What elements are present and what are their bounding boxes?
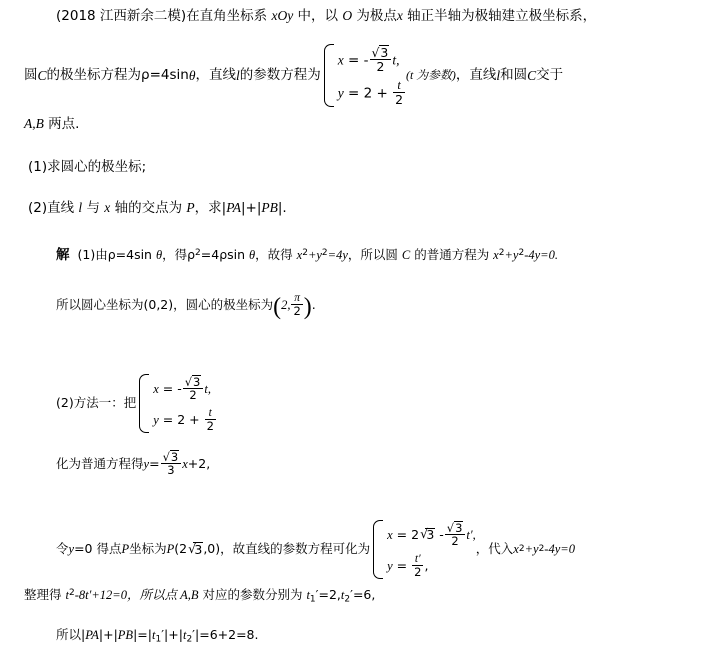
s7-pa: PA bbox=[85, 628, 99, 642]
s5-p2: P bbox=[166, 542, 175, 557]
line-l-symbol: l bbox=[235, 67, 240, 83]
line-l-symbol-2: l bbox=[496, 67, 501, 83]
sys2-num2: t bbox=[205, 407, 216, 420]
s5-text-3: 坐标为 bbox=[129, 541, 167, 557]
sys1-fraction bbox=[370, 45, 392, 73]
s7-text-5: ′|=6+2=8. bbox=[192, 627, 259, 642]
s6-t: t bbox=[65, 588, 69, 603]
circle-c-symbol: C bbox=[37, 67, 47, 83]
s6-sub-2: 2 bbox=[344, 594, 351, 605]
s1-text-4: ，故得 bbox=[255, 247, 297, 263]
sys3-x: x bbox=[387, 528, 393, 543]
question-1-text: 求圆心的极坐标; bbox=[47, 159, 147, 175]
s5-text-2: =0 得点 bbox=[74, 541, 122, 557]
q2-x-axis: x bbox=[104, 200, 111, 215]
sys1-t: t, bbox=[392, 52, 400, 68]
s1-eq4-sup: 2 bbox=[498, 248, 505, 258]
problem-text-2: 中，以 bbox=[293, 8, 343, 24]
s7-sub-2: 2 bbox=[186, 634, 193, 645]
s6-sup: 2 bbox=[68, 588, 75, 598]
parametric-system-1 bbox=[321, 42, 406, 109]
s2-fraction bbox=[291, 292, 302, 317]
question-2 bbox=[28, 200, 287, 217]
sys3-sqrt bbox=[420, 528, 435, 542]
problem-statement-line-2 bbox=[24, 42, 563, 109]
s6-text-1: 整理得 bbox=[24, 587, 66, 603]
solution-step-1 bbox=[56, 248, 558, 264]
sys3-minus: - bbox=[435, 527, 444, 543]
s7-text-2: |+| bbox=[98, 627, 118, 642]
s2-frac-num: π bbox=[291, 292, 302, 305]
sys2-den2: 2 bbox=[206, 419, 214, 434]
s5-eq1: x bbox=[513, 542, 519, 557]
s4-text-2: = bbox=[149, 456, 160, 472]
s5-text-5: ,0)，故直线的参数方程可化为 bbox=[203, 541, 371, 557]
sys3-y: y bbox=[387, 559, 393, 574]
sys1-fraction-2 bbox=[393, 79, 405, 106]
s4-x: x bbox=[182, 457, 188, 472]
s2-pair-left: 2, bbox=[281, 298, 291, 313]
s4-text-3: +2, bbox=[187, 456, 211, 472]
sys3-den2: 2 bbox=[414, 565, 422, 580]
s1-circle-c: C bbox=[401, 248, 411, 263]
question-1 bbox=[28, 160, 146, 176]
sys1-eq2: = 2 + bbox=[343, 85, 393, 102]
line-text-4: ，直线 bbox=[455, 66, 497, 83]
sys2-x: x bbox=[153, 382, 159, 397]
s7-text-3: |=| bbox=[133, 627, 152, 642]
s5-eq2: +y bbox=[524, 542, 539, 557]
s1-eq5-sup: 2 bbox=[518, 248, 525, 258]
question-2-number: (2) bbox=[28, 200, 48, 216]
s5-text-6: ，代入 bbox=[475, 541, 514, 557]
solution-step-7 bbox=[56, 628, 258, 645]
s4-y: y bbox=[143, 457, 150, 472]
s2-frac-den: 2 bbox=[293, 304, 301, 319]
s5-sqrt-value: 3 bbox=[194, 541, 203, 557]
s1-theta-1: θ bbox=[155, 248, 163, 263]
s1-eq2: +y bbox=[307, 248, 322, 263]
s7-pb: PB bbox=[117, 628, 134, 642]
sys2-num: √3 bbox=[183, 375, 204, 389]
s1-text-3: =4ρsin bbox=[200, 247, 250, 263]
s1-eq1: x bbox=[296, 248, 303, 263]
sys2-den: 2 bbox=[189, 388, 197, 403]
solution-step-5 bbox=[56, 518, 575, 581]
s1-sup-1: 2 bbox=[195, 248, 201, 258]
sys1-num2: t bbox=[393, 79, 405, 93]
solution-step-3 bbox=[56, 372, 217, 435]
solution-label: 解 bbox=[56, 247, 70, 264]
problem-statement-line-3 bbox=[24, 116, 79, 133]
circle-c-symbol-2: C bbox=[527, 67, 537, 83]
sys3-comma: , bbox=[424, 558, 429, 574]
s2-text-1: 所以圆心坐标为(0,2)，圆心的极坐标为 bbox=[56, 297, 274, 313]
question-1-number: (1) bbox=[28, 159, 48, 175]
sys3-num2: t′ bbox=[412, 553, 423, 566]
problem-text-1: 在直角坐标系 bbox=[186, 8, 272, 24]
sys2-y: y bbox=[153, 413, 159, 428]
q2-line-l: l bbox=[78, 200, 83, 215]
s5-y: y bbox=[68, 542, 75, 557]
sys1-x: x bbox=[337, 52, 344, 68]
param-note: (t 为参数) bbox=[406, 67, 456, 82]
problem-source: (2018 江西新余二模) bbox=[56, 8, 187, 24]
q2-text-4: ，求| bbox=[194, 200, 227, 216]
s7-text-1: 所以| bbox=[56, 627, 86, 642]
s1-eq6: -4y=0. bbox=[524, 248, 558, 263]
s1-eq2-sup: 2 bbox=[321, 248, 328, 258]
point-o: O bbox=[342, 8, 353, 23]
sys3-num: √3 bbox=[445, 521, 466, 535]
q2-pb: PB bbox=[261, 200, 278, 215]
s3-text-1: (2)方法一：把 bbox=[56, 395, 137, 411]
s1-eq5: +y bbox=[504, 248, 519, 263]
s2-text-2: . bbox=[311, 297, 316, 313]
problem-statement-line-1 bbox=[56, 8, 596, 25]
points-ab: A,B bbox=[24, 116, 44, 131]
s7-t2: t bbox=[182, 628, 187, 642]
two-points-text: 两点. bbox=[43, 116, 80, 132]
solution-step-6 bbox=[24, 588, 375, 605]
sys2-eq: = - bbox=[158, 381, 182, 397]
s7-text-4: ′|+| bbox=[161, 627, 183, 642]
parametric-system-3 bbox=[370, 518, 476, 581]
parametric-system-2 bbox=[136, 372, 217, 435]
s6-ab: A,B bbox=[180, 588, 199, 603]
sys1-num: √3 bbox=[370, 45, 392, 60]
x-axis-symbol: x bbox=[396, 8, 403, 23]
sys1-den: 2 bbox=[376, 59, 385, 75]
s1-text-2: ，得ρ bbox=[162, 247, 196, 263]
s5-eq1-sup: 2 bbox=[518, 544, 525, 555]
sys1-eq: = - bbox=[343, 52, 369, 69]
q2-text-2: 与 bbox=[82, 200, 105, 216]
sys3-eq: = 2 bbox=[392, 527, 420, 543]
q2-text-5: |+| bbox=[240, 200, 262, 216]
s6-text-2: -8t′+12=0，所以点 bbox=[74, 588, 181, 603]
s5-p1: P bbox=[121, 542, 130, 557]
s1-text-5: ，所以圆 bbox=[347, 247, 402, 263]
s4-frac-num: √3 bbox=[161, 450, 182, 464]
s1-text-1: (1)由ρ=4sin bbox=[77, 247, 156, 263]
s5-sqrt-3 bbox=[188, 542, 203, 557]
solution-step-4 bbox=[56, 450, 210, 476]
sys2-t: t, bbox=[204, 382, 211, 397]
q2-text-3: 轴的交点为 bbox=[110, 200, 187, 216]
sys3-eq2: = bbox=[392, 558, 412, 574]
s6-t1: t bbox=[306, 588, 310, 603]
s7-t1: t bbox=[151, 628, 156, 642]
q2-text-6: |. bbox=[277, 200, 287, 216]
s6-sub-1: 1 bbox=[309, 594, 316, 605]
line-text-5: 和圆 bbox=[500, 66, 528, 83]
q2-text-1: 直线 bbox=[47, 200, 79, 216]
polar-eq-text: 的极坐标方程为ρ=4sin bbox=[46, 66, 189, 83]
line-text-6: 交于 bbox=[536, 66, 564, 83]
coordinate-system-xoy: xOy bbox=[271, 8, 294, 23]
s4-text-1: 化为普通方程得 bbox=[56, 456, 144, 472]
line-text-3: 的参数方程为 bbox=[239, 66, 321, 83]
s6-text-5: ′=2, bbox=[315, 587, 341, 603]
s6-text-3: 对应的参数分别为 bbox=[198, 587, 307, 603]
s6-text-7: ′=6, bbox=[350, 587, 376, 603]
q2-point-p: P bbox=[186, 200, 195, 215]
line-text-2: ，直线 bbox=[195, 66, 236, 83]
s1-eq1-sup: 2 bbox=[302, 248, 308, 258]
sys2-eq2: = 2 + bbox=[158, 412, 204, 428]
sys1-den2: 2 bbox=[395, 92, 404, 108]
s5-eq2-sup: 2 bbox=[538, 544, 545, 555]
s1-theta-2: θ bbox=[249, 248, 256, 263]
sys2-fraction bbox=[183, 375, 204, 401]
sys3-t: t′, bbox=[466, 528, 476, 543]
s6-t2: t bbox=[340, 588, 345, 603]
q2-pa: PA bbox=[226, 200, 241, 215]
circle-label-text: 圆 bbox=[24, 66, 38, 83]
problem-text-4: 轴正半轴为极轴建立极坐标系， bbox=[402, 8, 597, 24]
sys3-sqrt-value: 3 bbox=[426, 527, 435, 543]
s5-eq3: -4y=0 bbox=[544, 542, 575, 557]
theta-symbol: θ bbox=[188, 67, 196, 83]
sys2-fraction-2 bbox=[205, 407, 216, 432]
sys3-fraction-2 bbox=[412, 553, 423, 578]
problem-text-3: 为极点 bbox=[352, 8, 397, 24]
sys3-den: 2 bbox=[451, 534, 459, 549]
sys3-fraction bbox=[445, 521, 466, 547]
s1-eq4: x bbox=[493, 248, 499, 263]
s4-frac-den: 3 bbox=[167, 463, 175, 478]
s5-text-4: (2 bbox=[174, 541, 188, 557]
s5-text-1: 令 bbox=[56, 541, 69, 557]
s1-text-6: 的普通方程为 bbox=[410, 247, 494, 263]
solution-step-2: 所以圆心坐标为(0,2)，圆心的极坐标为(2, $\frac{\pi}{2}$ ). bbox=[56, 292, 316, 321]
s1-eq3: =4y bbox=[327, 248, 348, 263]
s4-fraction bbox=[161, 450, 182, 476]
s7-sub-1: 1 bbox=[155, 634, 162, 645]
sys1-y: y bbox=[337, 85, 344, 101]
